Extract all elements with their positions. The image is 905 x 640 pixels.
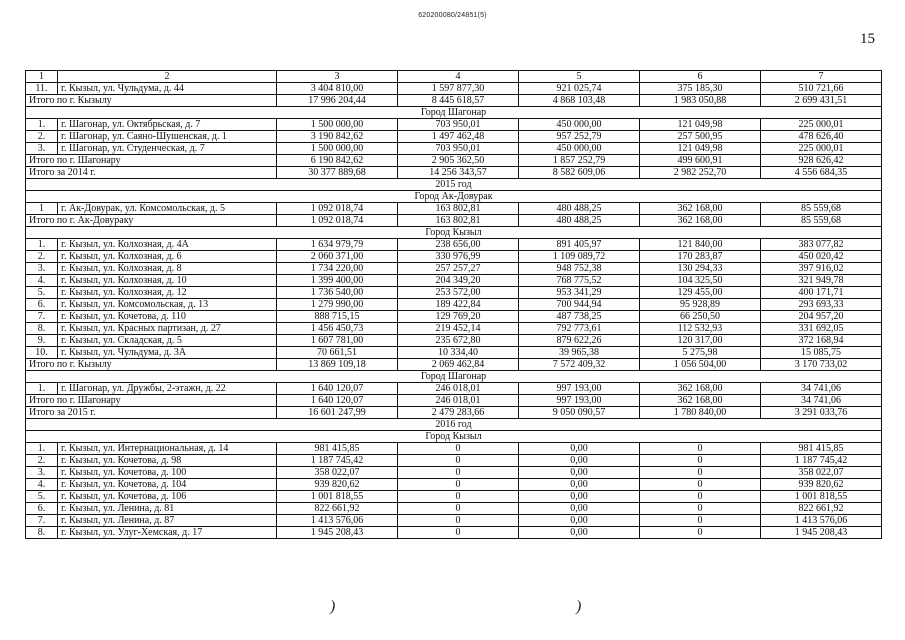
address-cell: г. Кызыл, ул. Комсомольская, д. 13	[58, 299, 277, 311]
table-row	[26, 443, 882, 455]
amount-cell: 2 905 362,50	[398, 155, 519, 167]
table-row	[26, 503, 882, 515]
amount-cell: 10 334,40	[398, 347, 519, 359]
table-row	[26, 287, 882, 299]
row-index: 2.	[26, 131, 58, 143]
amount-cell: 85 559,68	[761, 203, 882, 215]
amount-cell: 997 193,00	[519, 395, 640, 407]
address-cell: г. Кызыл, ул. Улуг-Хемская, д. 17	[58, 527, 277, 539]
amount-cell: 822 661,92	[761, 503, 882, 515]
amount-cell: 0	[398, 479, 519, 491]
row-index: 7.	[26, 311, 58, 323]
total-row	[26, 215, 882, 227]
amount-cell: 1 279 990,00	[277, 299, 398, 311]
amount-cell: 2 069 462,84	[398, 359, 519, 371]
amount-cell: 480 488,25	[519, 215, 640, 227]
table-row	[26, 311, 882, 323]
total-label: Итого за 2015 г.	[26, 407, 277, 419]
amount-cell: 1 092 018,74	[277, 203, 398, 215]
row-index: 3.	[26, 467, 58, 479]
amount-cell: 478 626,40	[761, 131, 882, 143]
total-row	[26, 407, 882, 419]
table-row	[26, 131, 882, 143]
section-title: Город Кызыл	[26, 431, 882, 443]
amount-cell: 2 060 371,00	[277, 251, 398, 263]
amount-cell: 9 050 090,57	[519, 407, 640, 419]
column-number: 4	[398, 71, 519, 83]
amount-cell: 362 168,00	[640, 395, 761, 407]
amount-cell: 3 170 733,02	[761, 359, 882, 371]
address-cell: г. Кызыл, ул. Колхозная, д. 4А	[58, 239, 277, 251]
total-label: Итого по г. Шагонару	[26, 395, 277, 407]
amount-cell: 121 049,98	[640, 143, 761, 155]
row-index: 10.	[26, 347, 58, 359]
total-row	[26, 155, 882, 167]
amount-cell: 204 349,20	[398, 275, 519, 287]
amount-cell: 1 399 400,00	[277, 275, 398, 287]
table-row	[26, 515, 882, 527]
address-cell: г. Кызыл, ул. Чульдума, д. 44	[58, 83, 277, 95]
table-row	[26, 239, 882, 251]
amount-cell: 85 559,68	[761, 215, 882, 227]
section-title: Город Кызыл	[26, 227, 882, 239]
amount-cell: 121 049,98	[640, 119, 761, 131]
amount-cell: 1 001 818,55	[277, 491, 398, 503]
amount-cell: 6 190 842,62	[277, 155, 398, 167]
address-cell: г. Кызыл, ул. Чульдума, д. 3А	[58, 347, 277, 359]
table-row	[26, 299, 882, 311]
amount-cell: 1 500 000,00	[277, 119, 398, 131]
row-index: 5.	[26, 287, 58, 299]
section-title: 2015 год	[26, 179, 882, 191]
amount-cell: 17 996 204,44	[277, 95, 398, 107]
amount-cell: 372 168,94	[761, 335, 882, 347]
amount-cell: 219 452,14	[398, 323, 519, 335]
address-cell: г. Кызыл, ул. Колхозная, д. 6	[58, 251, 277, 263]
budget-table	[25, 70, 882, 539]
address-cell: г. Кызыл, ул. Складская, д. 5	[58, 335, 277, 347]
amount-cell: 981 415,85	[277, 443, 398, 455]
amount-cell: 1 109 089,72	[519, 251, 640, 263]
section-title: 2016 год	[26, 419, 882, 431]
amount-cell: 1 456 450,73	[277, 323, 398, 335]
amount-cell: 1 001 818,55	[761, 491, 882, 503]
amount-cell: 0	[640, 503, 761, 515]
amount-cell: 0	[398, 491, 519, 503]
amount-cell: 953 341,29	[519, 287, 640, 299]
amount-cell: 253 572,00	[398, 287, 519, 299]
address-cell: г. Кызыл, ул. Интернациональная, д. 14	[58, 443, 277, 455]
amount-cell: 1 945 208,43	[277, 527, 398, 539]
handwritten-mark: )	[576, 598, 582, 615]
address-cell: г. Шагонар, ул. Саяно-Шушенская, д. 1	[58, 131, 277, 143]
address-cell: г. Кызыл, ул. Колхозная, д. 8	[58, 263, 277, 275]
row-index: 3.	[26, 263, 58, 275]
row-index: 3.	[26, 143, 58, 155]
address-cell: г. Кызыл, ул. Колхозная, д. 12	[58, 287, 277, 299]
column-number: 2	[58, 71, 277, 83]
row-index: 8.	[26, 527, 58, 539]
row-index: 2.	[26, 251, 58, 263]
amount-cell: 957 252,79	[519, 131, 640, 143]
amount-cell: 112 532,93	[640, 323, 761, 335]
total-label: Итого по г. Кызылу	[26, 359, 277, 371]
amount-cell: 0,00	[519, 503, 640, 515]
amount-cell: 0	[398, 443, 519, 455]
amount-cell: 397 916,02	[761, 263, 882, 275]
address-cell: г. Кызыл, ул. Кочетова, д. 98	[58, 455, 277, 467]
page-number: 15	[860, 31, 875, 47]
amount-cell: 246 018,01	[398, 383, 519, 395]
amount-cell: 0,00	[519, 479, 640, 491]
address-cell: г. Кызыл, ул. Кочетова, д. 104	[58, 479, 277, 491]
amount-cell: 700 944,94	[519, 299, 640, 311]
table-row	[26, 347, 882, 359]
table-row	[26, 383, 882, 395]
amount-cell: 450 020,42	[761, 251, 882, 263]
amount-cell: 1 780 840,00	[640, 407, 761, 419]
amount-cell: 450 000,00	[519, 119, 640, 131]
amount-cell: 0	[640, 479, 761, 491]
amount-cell: 2 982 252,70	[640, 167, 761, 179]
amount-cell: 189 422,84	[398, 299, 519, 311]
total-label: Итого по г. Ак-Довураку	[26, 215, 277, 227]
amount-cell: 948 752,38	[519, 263, 640, 275]
address-cell: г. Кызыл, ул. Ленина, д. 81	[58, 503, 277, 515]
amount-cell: 0	[398, 455, 519, 467]
table-body	[26, 71, 882, 539]
row-index: 5.	[26, 491, 58, 503]
table-row	[26, 455, 882, 467]
address-cell: г. Ак-Довурак, ул. Комсомольская, д. 5	[58, 203, 277, 215]
amount-cell: 499 600,91	[640, 155, 761, 167]
amount-cell: 888 715,15	[277, 311, 398, 323]
amount-cell: 257 500,95	[640, 131, 761, 143]
amount-cell: 0	[640, 443, 761, 455]
amount-cell: 0,00	[519, 491, 640, 503]
section-header-row	[26, 431, 882, 443]
amount-cell: 1 413 576,06	[761, 515, 882, 527]
amount-cell: 703 950,01	[398, 143, 519, 155]
amount-cell: 246 018,01	[398, 395, 519, 407]
amount-cell: 921 025,74	[519, 83, 640, 95]
amount-cell: 1 187 745,42	[761, 455, 882, 467]
amount-cell: 2 699 431,51	[761, 95, 882, 107]
amount-cell: 170 283,87	[640, 251, 761, 263]
amount-cell: 4 868 103,48	[519, 95, 640, 107]
amount-cell: 0,00	[519, 467, 640, 479]
table-row	[26, 323, 882, 335]
total-label: Итого за 2014 г.	[26, 167, 277, 179]
row-index: 1.	[26, 383, 58, 395]
table-row	[26, 467, 882, 479]
amount-cell: 0	[640, 455, 761, 467]
amount-cell: 1 497 462,48	[398, 131, 519, 143]
section-title: Город Шагонар	[26, 371, 882, 383]
amount-cell: 358 022,07	[277, 467, 398, 479]
amount-cell: 1 634 979,79	[277, 239, 398, 251]
amount-cell: 8 582 609,06	[519, 167, 640, 179]
amount-cell: 1 945 208,43	[761, 527, 882, 539]
amount-cell: 1 092 018,74	[277, 215, 398, 227]
amount-cell: 39 965,38	[519, 347, 640, 359]
amount-cell: 822 661,92	[277, 503, 398, 515]
row-index: 1	[26, 203, 58, 215]
section-header-row	[26, 191, 882, 203]
total-row	[26, 395, 882, 407]
amount-cell: 1 597 877,30	[398, 83, 519, 95]
column-number: 5	[519, 71, 640, 83]
amount-cell: 14 256 343,57	[398, 167, 519, 179]
amount-cell: 1 056 504,00	[640, 359, 761, 371]
table-row	[26, 263, 882, 275]
amount-cell: 3 190 842,62	[277, 131, 398, 143]
address-cell: г. Шагонар, ул. Дружбы, 2-этажн, д. 22	[58, 383, 277, 395]
amount-cell: 238 656,00	[398, 239, 519, 251]
amount-cell: 104 325,50	[640, 275, 761, 287]
amount-cell: 480 488,25	[519, 203, 640, 215]
amount-cell: 15 085,75	[761, 347, 882, 359]
amount-cell: 0,00	[519, 515, 640, 527]
section-header-row	[26, 371, 882, 383]
amount-cell: 1 187 745,42	[277, 455, 398, 467]
amount-cell: 293 693,33	[761, 299, 882, 311]
amount-cell: 0,00	[519, 443, 640, 455]
amount-cell: 362 168,00	[640, 203, 761, 215]
amount-cell: 0	[640, 527, 761, 539]
row-index: 9.	[26, 335, 58, 347]
amount-cell: 362 168,00	[640, 215, 761, 227]
amount-cell: 66 250,50	[640, 311, 761, 323]
amount-cell: 235 672,80	[398, 335, 519, 347]
table-row	[26, 335, 882, 347]
section-title: Город Ак-Довурак	[26, 191, 882, 203]
row-index: 1.	[26, 239, 58, 251]
row-index: 4.	[26, 275, 58, 287]
address-cell: г. Кызыл, ул. Кочетова, д. 106	[58, 491, 277, 503]
table-row	[26, 527, 882, 539]
amount-cell: 130 294,33	[640, 263, 761, 275]
total-row	[26, 95, 882, 107]
section-header-row	[26, 419, 882, 431]
amount-cell: 928 626,42	[761, 155, 882, 167]
amount-cell: 939 820,62	[277, 479, 398, 491]
amount-cell: 3 404 810,00	[277, 83, 398, 95]
amount-cell: 0	[398, 503, 519, 515]
address-cell: г. Кызыл, ул. Кочетова, д. 100	[58, 467, 277, 479]
amount-cell: 1 736 540,00	[277, 287, 398, 299]
amount-cell: 879 622,26	[519, 335, 640, 347]
amount-cell: 331 692,05	[761, 323, 882, 335]
address-cell: г. Кызыл, ул. Колхозная, д. 10	[58, 275, 277, 287]
amount-cell: 0	[640, 515, 761, 527]
table-row	[26, 83, 882, 95]
row-index: 1.	[26, 119, 58, 131]
amount-cell: 0	[398, 527, 519, 539]
amount-cell: 1 640 120,07	[277, 395, 398, 407]
section-header-row	[26, 227, 882, 239]
amount-cell: 450 000,00	[519, 143, 640, 155]
section-header-row	[26, 107, 882, 119]
amount-cell: 120 317,00	[640, 335, 761, 347]
row-index: 8.	[26, 323, 58, 335]
amount-cell: 400 171,71	[761, 287, 882, 299]
total-label: Итого по г. Кызылу	[26, 95, 277, 107]
row-index: 4.	[26, 479, 58, 491]
amount-cell: 0	[398, 467, 519, 479]
address-cell: г. Шагонар, ул. Студенческая, д. 7	[58, 143, 277, 155]
amount-cell: 997 193,00	[519, 383, 640, 395]
table-row	[26, 143, 882, 155]
column-number: 6	[640, 71, 761, 83]
amount-cell: 330 976,99	[398, 251, 519, 263]
amount-cell: 1 500 000,00	[277, 143, 398, 155]
amount-cell: 0,00	[519, 455, 640, 467]
amount-cell: 4 556 684,35	[761, 167, 882, 179]
row-index: 6.	[26, 503, 58, 515]
amount-cell: 510 721,66	[761, 83, 882, 95]
amount-cell: 1 607 781,00	[277, 335, 398, 347]
amount-cell: 891 405,97	[519, 239, 640, 251]
address-cell: г. Кызыл, ул. Кочетова, д. 110	[58, 311, 277, 323]
table-row	[26, 251, 882, 263]
amount-cell: 383 077,82	[761, 239, 882, 251]
amount-cell: 0	[398, 515, 519, 527]
handwritten-mark: )	[330, 598, 336, 615]
amount-cell: 16 601 247,99	[277, 407, 398, 419]
address-cell: г. Шагонар, ул. Октябрьская, д. 7	[58, 119, 277, 131]
amount-cell: 358 022,07	[761, 467, 882, 479]
amount-cell: 487 738,25	[519, 311, 640, 323]
amount-cell: 95 928,89	[640, 299, 761, 311]
amount-cell: 2 479 283,66	[398, 407, 519, 419]
table-row	[26, 275, 882, 287]
amount-cell: 30 377 889,68	[277, 167, 398, 179]
table-row	[26, 479, 882, 491]
table-row	[26, 203, 882, 215]
amount-cell: 163 802,81	[398, 203, 519, 215]
amount-cell: 1 640 120,07	[277, 383, 398, 395]
section-header-row	[26, 179, 882, 191]
amount-cell: 1 734 220,00	[277, 263, 398, 275]
amount-cell: 0	[640, 467, 761, 479]
amount-cell: 8 445 618,57	[398, 95, 519, 107]
amount-cell: 375 185,30	[640, 83, 761, 95]
total-row	[26, 359, 882, 371]
amount-cell: 257 257,27	[398, 263, 519, 275]
amount-cell: 13 869 109,18	[277, 359, 398, 371]
amount-cell: 34 741,06	[761, 383, 882, 395]
column-number: 3	[277, 71, 398, 83]
amount-cell: 121 840,00	[640, 239, 761, 251]
amount-cell: 3 291 033,76	[761, 407, 882, 419]
amount-cell: 321 949,78	[761, 275, 882, 287]
row-index: 2.	[26, 455, 58, 467]
amount-cell: 703 950,01	[398, 119, 519, 131]
section-title: Город Шагонар	[26, 107, 882, 119]
row-index: 11.	[26, 83, 58, 95]
amount-cell: 0,00	[519, 527, 640, 539]
amount-cell: 768 775,52	[519, 275, 640, 287]
amount-cell: 70 661,51	[277, 347, 398, 359]
amount-cell: 5 275,98	[640, 347, 761, 359]
amount-cell: 204 957,20	[761, 311, 882, 323]
column-number-row	[26, 71, 882, 83]
row-index: 7.	[26, 515, 58, 527]
table-row	[26, 491, 882, 503]
amount-cell: 34 741,06	[761, 395, 882, 407]
table-row	[26, 119, 882, 131]
amount-cell: 7 572 409,32	[519, 359, 640, 371]
amount-cell: 225 000,01	[761, 143, 882, 155]
amount-cell: 129 769,20	[398, 311, 519, 323]
amount-cell: 225 000,01	[761, 119, 882, 131]
amount-cell: 1 413 576,06	[277, 515, 398, 527]
amount-cell: 1 857 252,79	[519, 155, 640, 167]
amount-cell: 792 773,61	[519, 323, 640, 335]
address-cell: г. Кызыл, ул. Ленина, д. 87	[58, 515, 277, 527]
total-label: Итого по г. Шагонару	[26, 155, 277, 167]
amount-cell: 0	[640, 491, 761, 503]
amount-cell: 163 802,81	[398, 215, 519, 227]
amount-cell: 981 415,85	[761, 443, 882, 455]
amount-cell: 939 820,62	[761, 479, 882, 491]
row-index: 1.	[26, 443, 58, 455]
address-cell: г. Кызыл, ул. Красных партизан, д. 27	[58, 323, 277, 335]
column-number: 7	[761, 71, 882, 83]
amount-cell: 362 168,00	[640, 383, 761, 395]
column-number: 1	[26, 71, 58, 83]
amount-cell: 1 983 050,88	[640, 95, 761, 107]
row-index: 6.	[26, 299, 58, 311]
document-id: 620200080/24851(5)	[418, 12, 487, 19]
total-row	[26, 167, 882, 179]
amount-cell: 129 455,00	[640, 287, 761, 299]
